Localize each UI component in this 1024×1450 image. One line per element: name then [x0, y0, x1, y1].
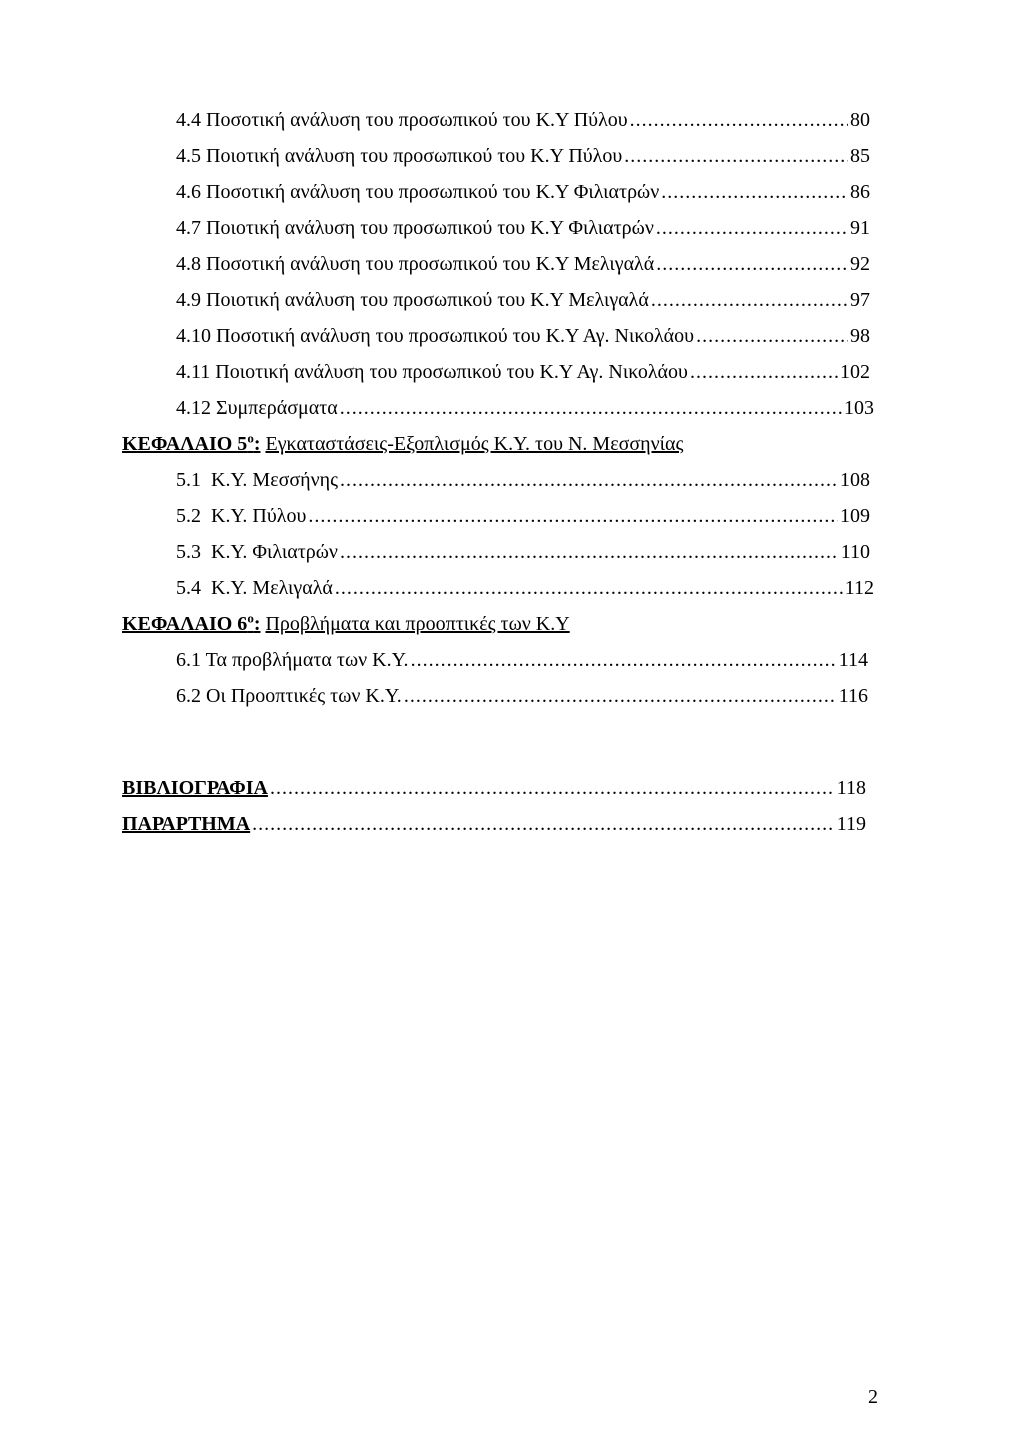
toc-entry-label: 4.4 Ποσοτική ανάλυση του προσωπικού του Κ.Υ Πύλου — [176, 109, 628, 131]
toc-appendix — [122, 812, 866, 836]
toc-leader-dots — [696, 324, 848, 348]
toc-entry — [176, 468, 870, 492]
toc-entry — [176, 252, 870, 276]
toc-entry — [176, 504, 870, 528]
toc-entry-page: 80 — [850, 109, 870, 131]
bibliography-page: 118 — [836, 777, 866, 799]
toc-entry-label: 4.12 Συμπεράσματα — [176, 397, 338, 419]
toc-entry-label: 4.10 Ποσοτική ανάλυση του προσωπικού του Κ.Υ Αγ. Νικολάου — [176, 325, 695, 347]
toc-entry — [176, 540, 870, 564]
chapter-number-text: ΚΕΦΑΛΑΙΟ 5 — [122, 433, 248, 455]
toc-entry-page: 116 — [838, 685, 868, 707]
chapter-number-text: ΚΕΦΑΛΑΙΟ 6 — [122, 613, 248, 635]
chapter-heading-6 — [122, 612, 570, 636]
chapter-ordinal-suffix: ο — [247, 610, 254, 626]
toc-entry-page: 112 — [844, 577, 874, 599]
toc-entry-label: 5.4 Κ.Υ. Μελιγαλά — [176, 577, 333, 599]
toc-leader-dots — [661, 180, 848, 204]
toc-leader-dots — [656, 252, 848, 276]
toc-leader-dots — [340, 468, 838, 492]
toc-entry-page: 109 — [840, 505, 870, 527]
toc-entry — [176, 144, 870, 168]
toc-leader-dots — [270, 776, 835, 800]
toc-bibliography — [122, 776, 866, 800]
toc-leader-dots — [404, 684, 837, 708]
toc-entry — [176, 324, 870, 348]
toc-leader-dots — [624, 144, 848, 168]
toc-entry-label: 6.2 Οι Προοπτικές των Κ.Υ. — [176, 685, 402, 707]
toc-leader-dots — [656, 216, 848, 240]
toc-leader-dots — [252, 812, 835, 836]
toc-leader-dots — [335, 576, 843, 600]
chapter-ordinal-suffix: ο — [247, 430, 254, 446]
toc-leader-dots — [630, 108, 848, 132]
toc-entry-page: 91 — [850, 217, 870, 239]
toc-entry-label: 4.7 Ποιοτική ανάλυση του προσωπικού του Κ.Υ Φιλιατρών — [176, 217, 654, 239]
toc-entry-page: 102 — [840, 361, 870, 383]
chapter-title: Προβλήματα και προοπτικές των Κ.Υ — [265, 613, 570, 635]
toc-leader-dots — [340, 540, 839, 564]
toc-entry-page: 98 — [850, 325, 870, 347]
bibliography-label: ΒΙΒΛΙΟΓΡΑΦΙΑ — [122, 777, 268, 799]
toc-entry — [176, 648, 868, 672]
toc-entry-label: 5.1 Κ.Υ. Μεσσήνης — [176, 469, 339, 491]
chapter-title: Εγκαταστάσεις-Εξοπλισμός Κ.Υ. του Ν. Μεσσηνίας — [265, 433, 684, 455]
toc-entry — [176, 108, 870, 132]
chapter-number — [122, 430, 261, 455]
toc-entry-page: 97 — [850, 289, 870, 311]
toc-entry-label: 4.9 Ποιοτική ανάλυση του προσωπικού του Κ.Υ Μελιγαλά — [176, 289, 649, 311]
chapter-colon: : — [253, 613, 261, 635]
toc-entry-page: 85 — [850, 145, 870, 167]
page-number: 2 — [868, 1386, 878, 1408]
toc-entry-page: 103 — [844, 397, 874, 419]
toc-entry — [176, 288, 870, 312]
toc-entry-label: 4.8 Ποσοτική ανάλυση του προσωπικού του Κ.Υ Μελιγαλά — [176, 253, 655, 275]
toc-entry-page: 108 — [840, 469, 870, 491]
toc-entry-page: 92 — [850, 253, 870, 275]
toc-leader-dots — [690, 360, 838, 384]
toc-entry-page: 86 — [850, 181, 870, 203]
toc-leader-dots — [308, 504, 838, 528]
toc-leader-dots — [411, 648, 837, 672]
toc-entry — [176, 576, 874, 600]
toc-entry-label: 4.5 Ποιοτική ανάλυση του προσωπικού του Κ.Υ Πύλου — [176, 145, 623, 167]
toc-leader-dots — [340, 396, 842, 420]
appendix-page: 119 — [836, 813, 866, 835]
chapter-colon: : — [253, 433, 261, 455]
toc-entry — [176, 684, 868, 708]
toc-entry-label: 4.11 Ποιοτική ανάλυση του προσωπικού του Κ.Υ Αγ. Νικολάου — [176, 361, 688, 383]
toc-entry — [176, 216, 870, 240]
toc-entry — [176, 360, 870, 384]
toc-entry-label: 6.1 Τα προβλήματα των Κ.Υ. — [176, 649, 409, 671]
toc-entry-page: 114 — [838, 649, 868, 671]
toc-entry — [176, 396, 874, 420]
toc-leader-dots — [651, 288, 848, 312]
chapter-number — [122, 610, 261, 635]
toc-entry-label: 5.2 Κ.Υ. Πύλου — [176, 505, 307, 527]
toc-entry-label: 4.6 Ποσοτική ανάλυση του προσωπικού του Κ.Υ Φιλιατρών — [176, 181, 660, 203]
appendix-label: ΠΑΡΑΡΤΗΜΑ — [122, 813, 251, 835]
toc-entry — [176, 180, 870, 204]
chapter-heading-5 — [122, 432, 683, 456]
toc-entry-page: 110 — [840, 541, 870, 563]
toc-entry-label: 5.3 Κ.Υ. Φιλιατρών — [176, 541, 338, 563]
